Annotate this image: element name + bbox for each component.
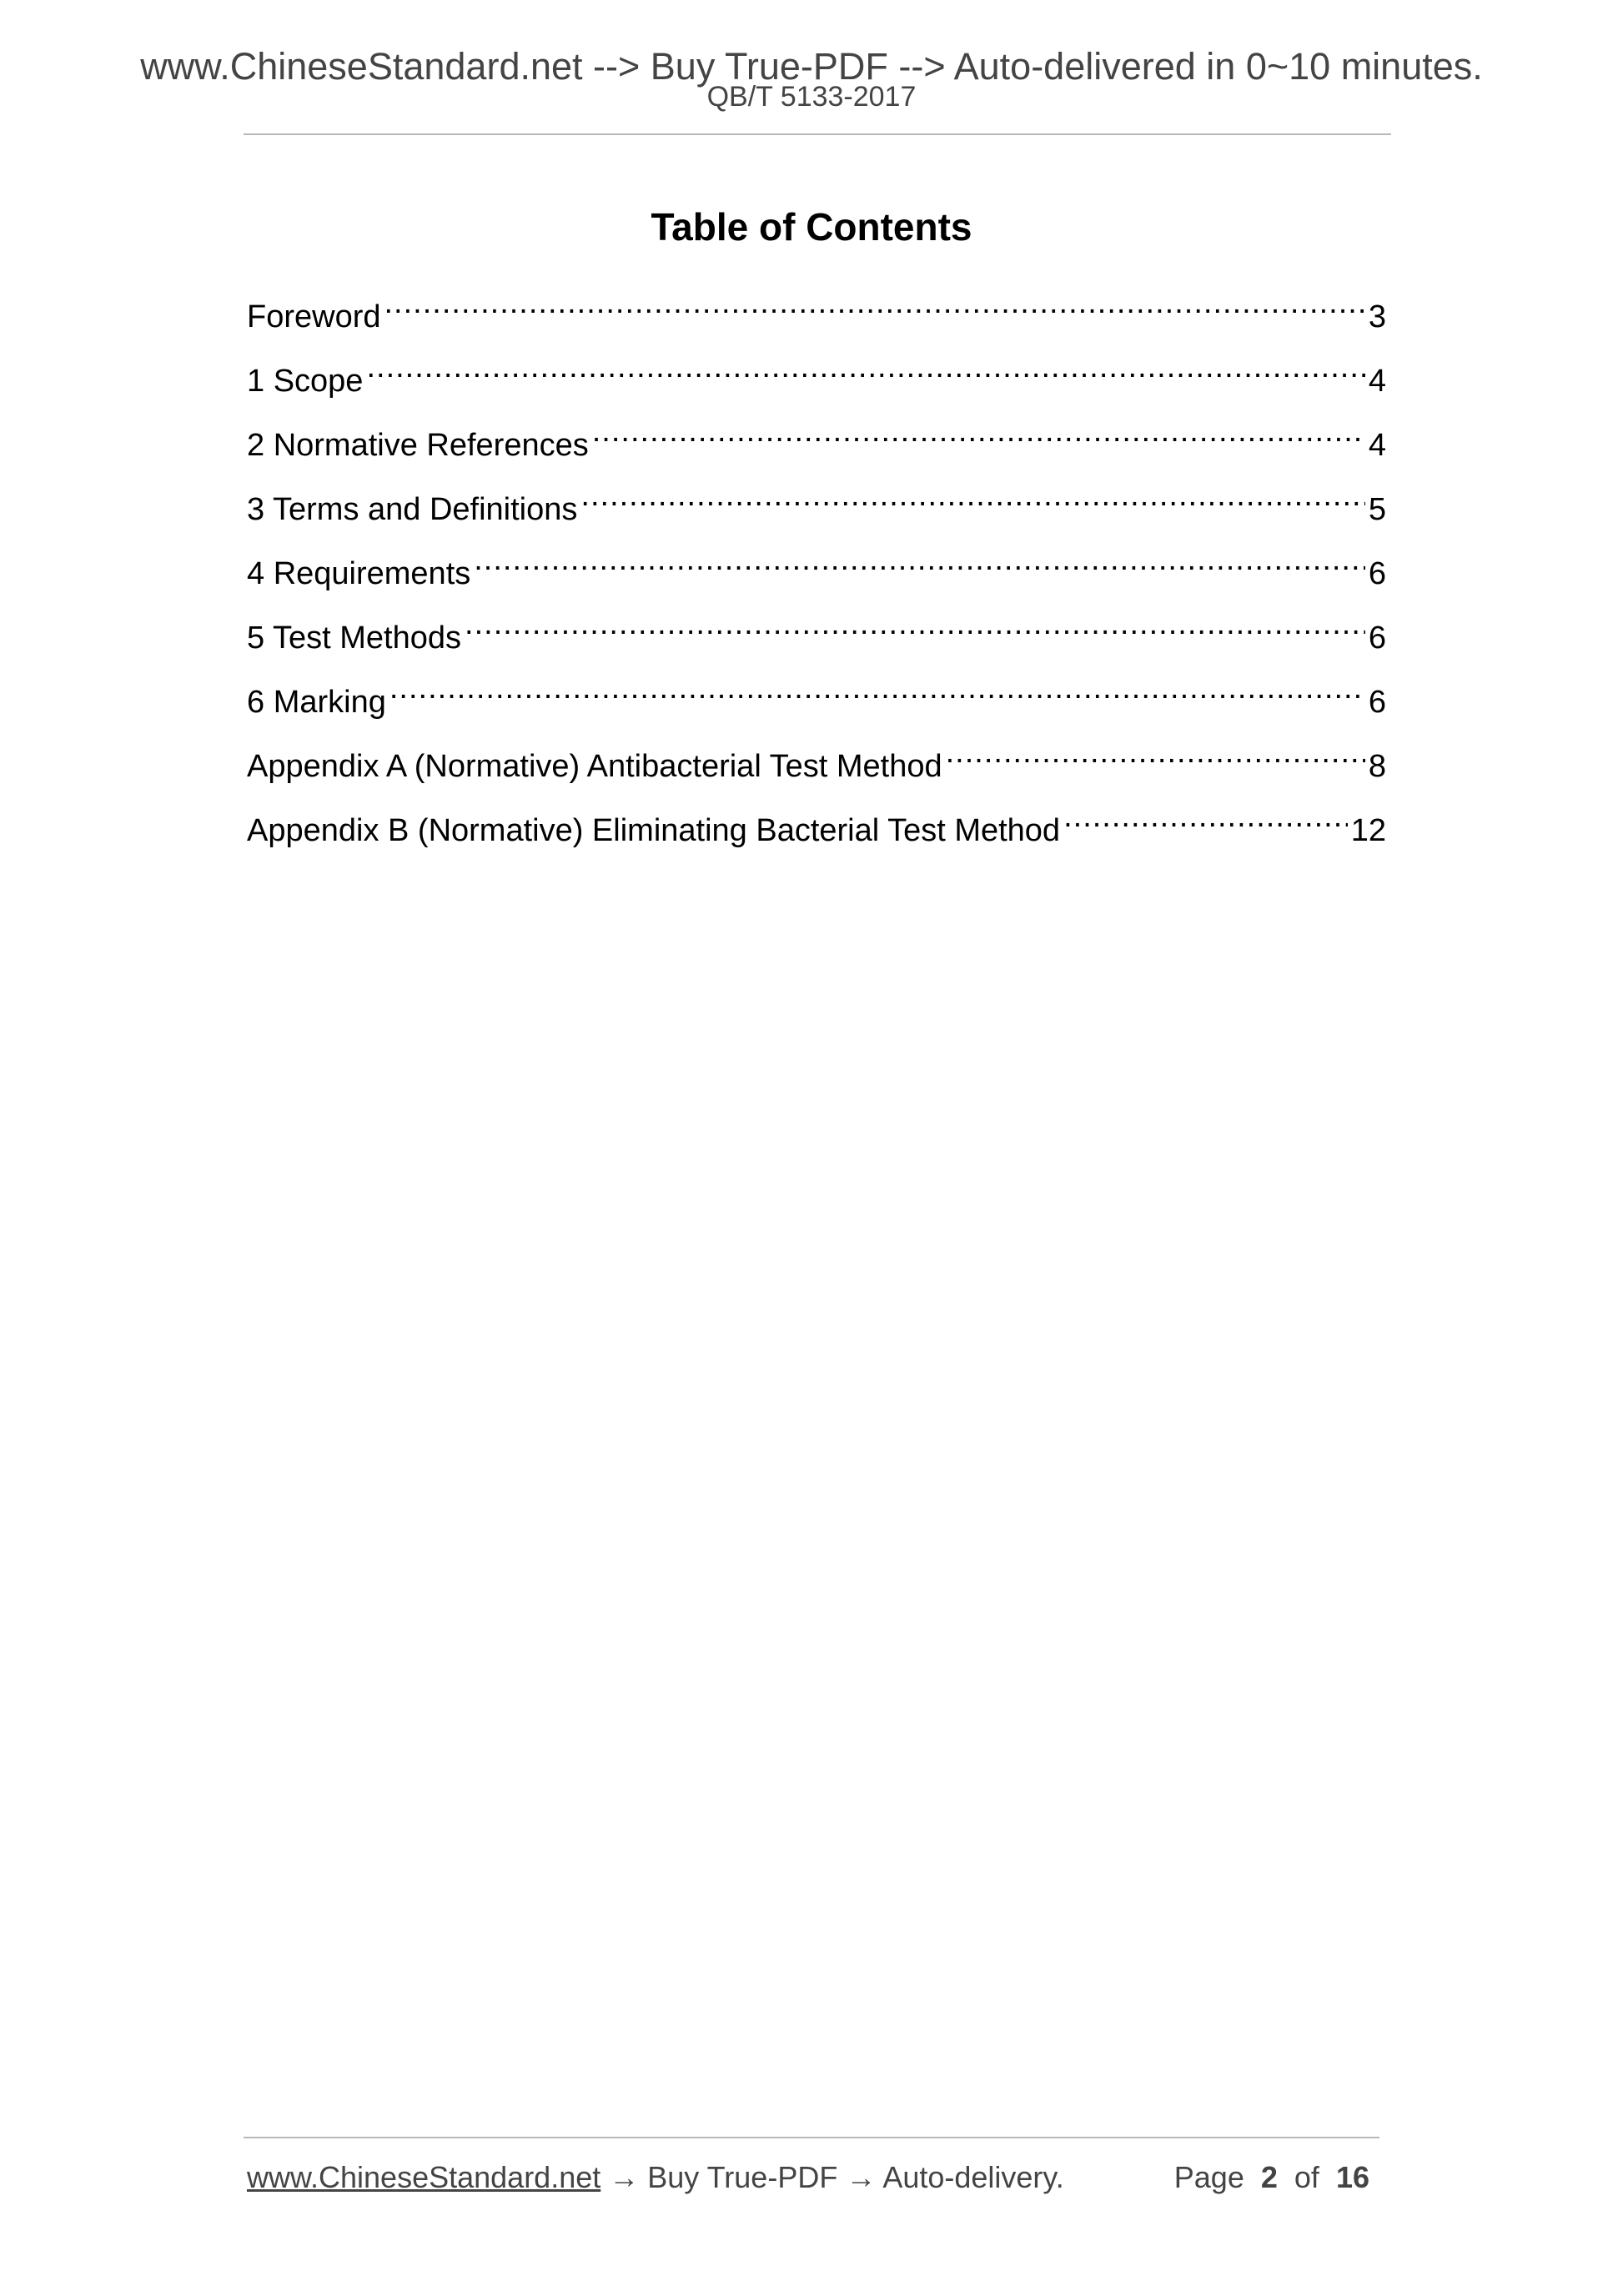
header-divider: [244, 133, 1391, 135]
of-word: of: [1294, 2160, 1319, 2194]
toc-entry-normative-references[interactable]: [247, 409, 1386, 473]
toc-entry-label: 5 Test Methods: [247, 620, 462, 656]
page-number: [1174, 2157, 1369, 2198]
toc-entry-label: 3 Terms and Definitions: [247, 492, 578, 527]
dot-leader: [474, 537, 1365, 584]
dot-leader: [384, 280, 1365, 327]
toc-entry-appendix-a[interactable]: [247, 730, 1386, 794]
toc-entry-page: 12: [1350, 813, 1386, 848]
toc-entry-page: 3: [1368, 299, 1386, 334]
toc-entry-page: 6: [1368, 620, 1386, 656]
toc-entry-label: Appendix A (Normative) Antibacterial Test Method: [247, 749, 942, 784]
dot-leader: [580, 473, 1364, 520]
watermark-banner: www.ChineseStandard.net --> Buy True-PDF --> Auto-delivered in 0~10 minutes.: [140, 45, 1483, 88]
dot-leader: [592, 409, 1365, 455]
toc-entry-label: 6 Marking: [247, 685, 386, 720]
current-page: 2: [1260, 2160, 1278, 2194]
toc-entry-terms-and-definitions[interactable]: [247, 473, 1386, 537]
toc-entry-page: 6: [1368, 685, 1386, 720]
toc-title: Table of Contents: [651, 205, 972, 249]
toc-entry-appendix-b[interactable]: [247, 794, 1386, 858]
toc-entry-scope[interactable]: [247, 344, 1386, 409]
toc-entry-label: 4 Requirements: [247, 556, 471, 591]
dot-leader: [389, 666, 1365, 712]
page-footer: [247, 2157, 1379, 2198]
toc-entry-foreword[interactable]: [247, 280, 1386, 344]
toc-entry-test-methods[interactable]: [247, 601, 1386, 666]
dot-leader: [1063, 794, 1348, 841]
table-of-contents: [247, 280, 1386, 858]
standard-code: QB/T 5133-2017: [706, 81, 917, 113]
dot-leader: [366, 344, 1364, 391]
toc-entry-page: 4: [1368, 364, 1386, 399]
toc-entry-label: 1 Scope: [247, 364, 364, 399]
toc-entry-label: Foreword: [247, 299, 381, 334]
toc-entry-marking[interactable]: [247, 666, 1386, 730]
toc-entry-page: 5: [1368, 492, 1386, 527]
toc-entry-label: Appendix B (Normative) Eliminating Bacterial Test Method: [247, 813, 1061, 848]
footer-tagline: → Buy True-PDF → Auto-delivery.: [600, 2160, 1064, 2194]
footer-divider: [244, 2137, 1379, 2138]
toc-entry-requirements[interactable]: [247, 537, 1386, 601]
toc-entry-page: 6: [1368, 556, 1386, 591]
dot-leader: [465, 601, 1365, 648]
toc-entry-label: 2 Normative References: [247, 428, 589, 463]
footer-promo: [247, 2157, 1064, 2198]
dot-leader: [946, 730, 1365, 776]
toc-entry-page: 4: [1368, 428, 1386, 463]
toc-entry-page: 8: [1368, 749, 1386, 784]
footer-site-link[interactable]: www.ChineseStandard.net: [247, 2160, 601, 2194]
page-word: Page: [1173, 2160, 1244, 2194]
total-pages: 16: [1335, 2160, 1369, 2194]
